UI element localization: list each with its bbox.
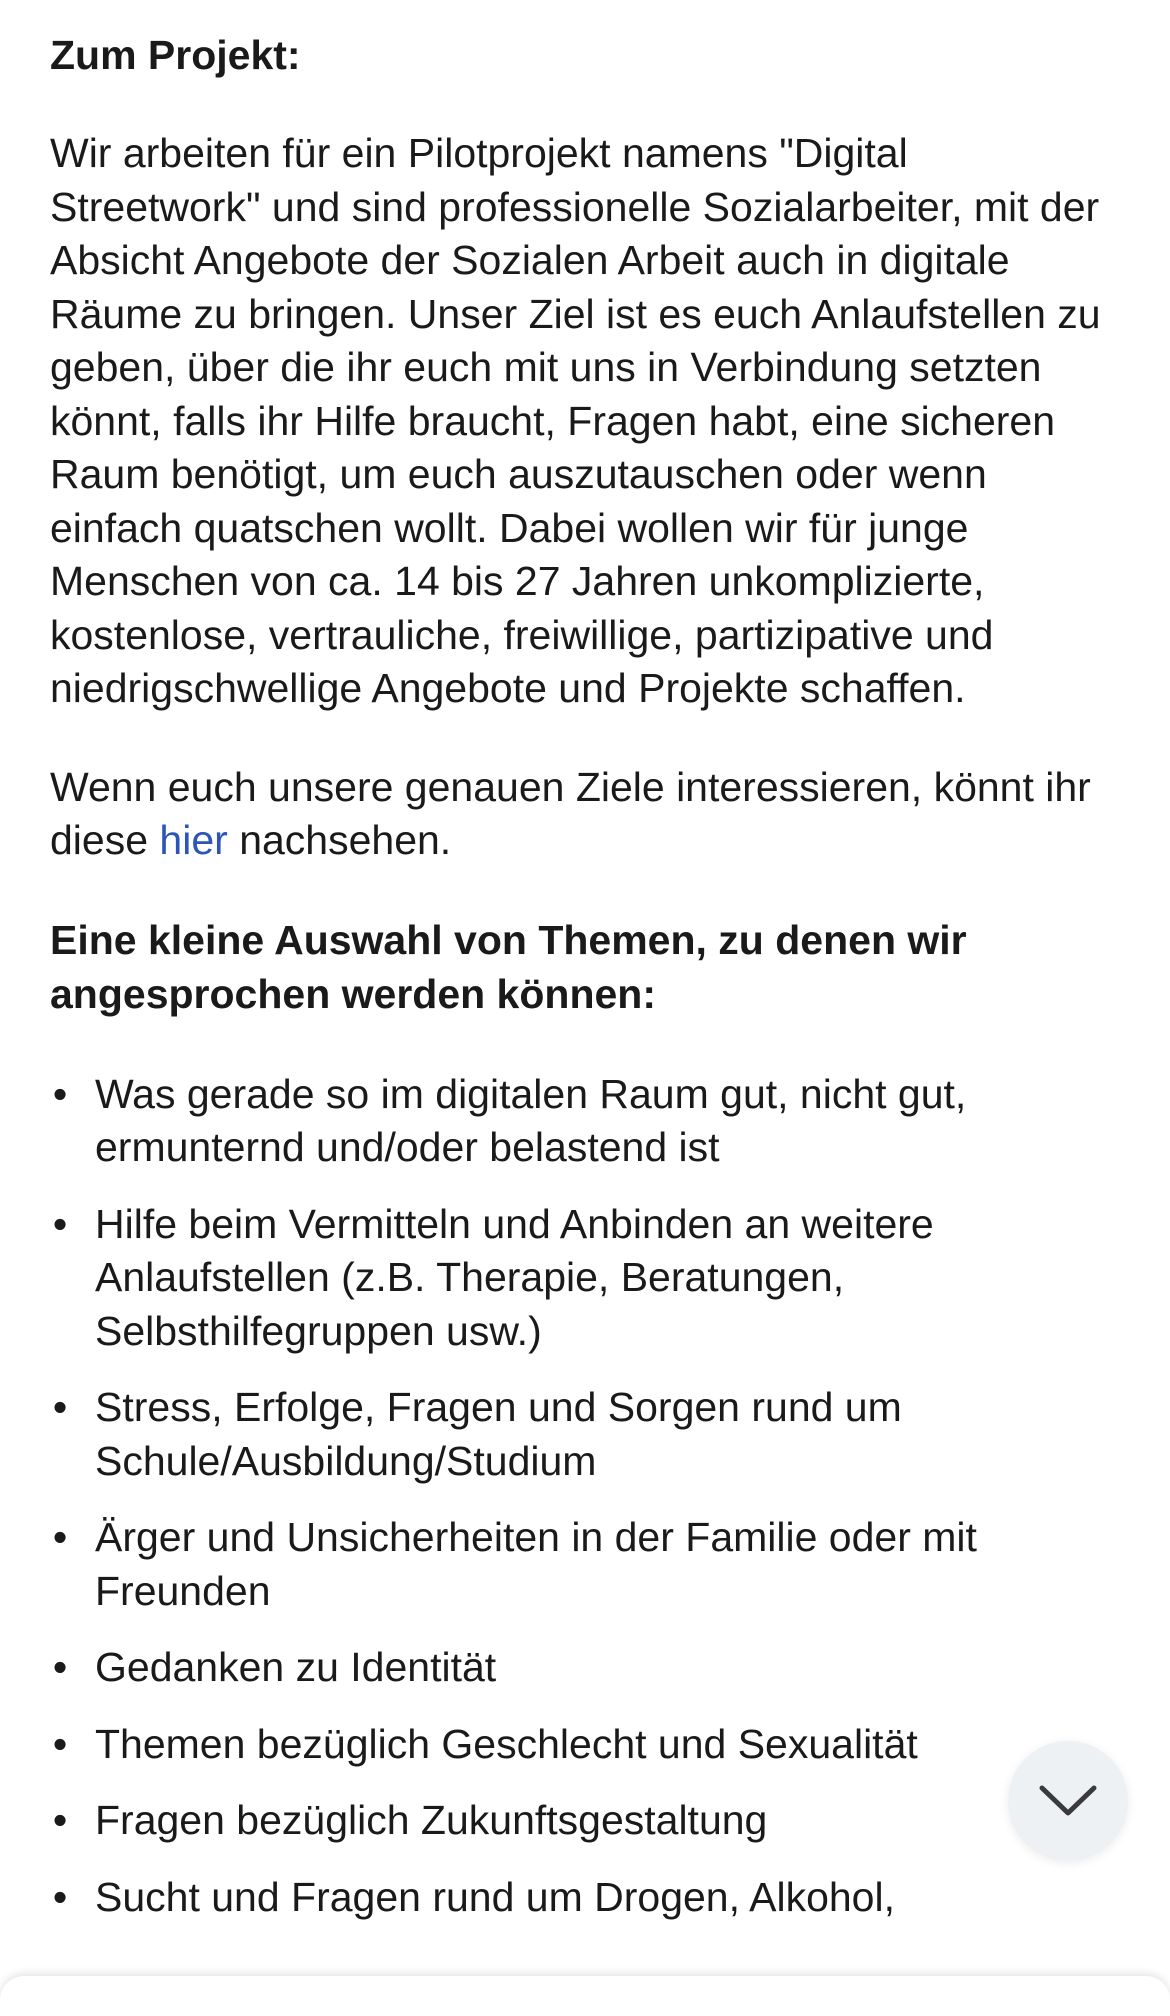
- post-content: [50, 28, 1120, 1947]
- bullet-icon: •: [52, 1514, 68, 1560]
- list-item: [50, 1198, 1120, 1359]
- list-item-text: Was gerade so im digitalen Raum gut, nicht gut, ermunternd und/oder belastend ist: [95, 1070, 967, 1170]
- bullet-icon: •: [52, 1200, 68, 1247]
- list-item-text: Gedanken zu Identität: [95, 1644, 497, 1690]
- list-item-text: Ärger und Unsicherheiten in der Familie oder mit Freunden: [95, 1514, 977, 1614]
- list-item: [50, 1381, 1120, 1488]
- bullet-icon: •: [52, 1720, 68, 1767]
- topics-list: [50, 1068, 1120, 1925]
- scroll-down-button[interactable]: [1008, 1741, 1128, 1861]
- bullet-icon: •: [52, 1070, 68, 1117]
- chevron-down-icon: [1038, 1784, 1098, 1818]
- bullet-icon: •: [52, 1873, 68, 1920]
- list-item-text: Hilfe beim Vermitteln und Anbinden an weitere Anlaufstellen (z.B. Therapie, Beratungen, Selbsthilfegruppen usw.): [95, 1200, 934, 1354]
- list-item: [50, 1068, 1120, 1175]
- goals-paragraph: [50, 761, 1120, 868]
- project-intro-paragraph: Wir arbeiten für ein Pilotprojekt namens "Digital Streetwork" und sind professionelle Sozialarbeiter, mit der Absicht Angebote der Sozialen Arbeit auch in digitale Räume zu bringen. Unser Ziel ist es euch Anlaufstellen zu geben, über die ihr euch mit uns in Verbindung setzten könnt, falls ihr Hilfe braucht, Fragen habt, eine sicheren Raum benötigt, um euch auszutauschen oder wenn einfach quatschen wollt. Dabei wollen wir für junge Menschen von ca. 14 bis 27 Jahren unkomplizierte, kostenlose, vertrauliche, freiwillige, partizipative und niedrigschwellige Angebote und Projekte schaffen.: [50, 130, 1101, 711]
- goals-link[interactable]: hier: [159, 817, 228, 863]
- list-item-text: Fragen bezüglich Zukunftsgestaltung: [95, 1797, 768, 1843]
- list-item-text: Themen bezüglich Geschlecht und Sexualität: [95, 1720, 918, 1767]
- list-item: [50, 1641, 1120, 1695]
- bullet-icon: •: [52, 1644, 68, 1690]
- section-heading-project: Zum Projekt:: [50, 32, 301, 78]
- list-item: [50, 1794, 1120, 1848]
- bottom-sheet-edge: [0, 1976, 1170, 2016]
- list-item: [50, 1511, 1120, 1618]
- goals-text-suffix: nachsehen.: [227, 817, 452, 863]
- bullet-icon: •: [52, 1797, 68, 1843]
- list-item-text: Stress, Erfolge, Fragen und Sorgen rund um Schule/Ausbildung/Studium: [95, 1384, 902, 1484]
- list-item-text: Sucht und Fragen rund um Drogen, Alkohol,: [95, 1873, 895, 1920]
- section-heading-topics: Eine kleine Auswahl von Themen, zu denen wir angesprochen werden können:: [50, 916, 967, 1017]
- list-item: [50, 1718, 1120, 1772]
- goals-text-prefix: Wenn euch unsere genauen Ziele interessieren, könnt ihr diese: [50, 763, 1091, 863]
- bullet-icon: •: [52, 1384, 68, 1430]
- list-item: [50, 1871, 1120, 1925]
